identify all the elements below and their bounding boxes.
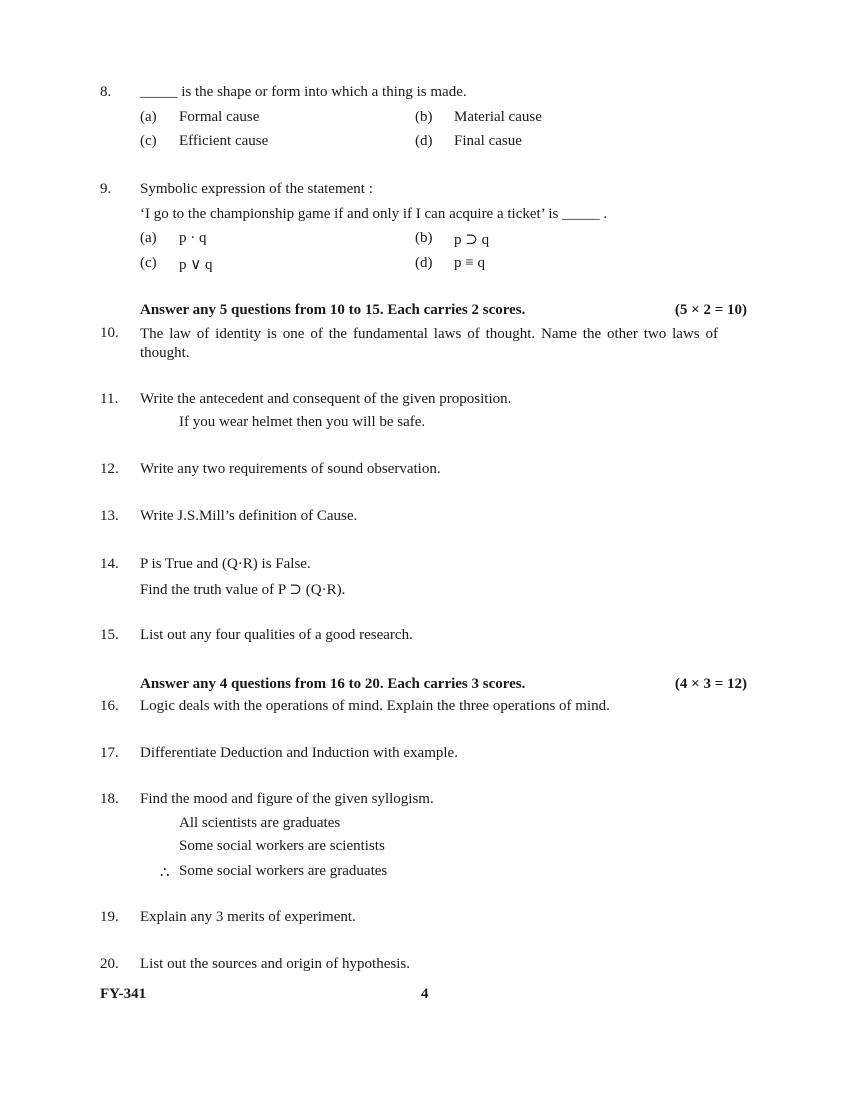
question-text: Symbolic expression of the statement :: [140, 181, 373, 197]
question-text: The law of identity is one of the fundamental laws of thought. Name the other two laws of thought.: [140, 326, 718, 361]
question-number: 9.: [100, 181, 112, 197]
question-statement: ‘I go to the championship game if and only if I can acquire a ticket’ is _____ .: [140, 206, 608, 222]
option-label: (d): [415, 133, 433, 149]
question-text: Explain any 3 merits of experiment.: [140, 909, 356, 925]
section-marks: (4 × 3 = 12): [674, 676, 747, 692]
syllogism-conclusion: Some social workers are graduates: [179, 863, 388, 879]
option-label: (a): [140, 230, 157, 246]
question-number: 15.: [100, 627, 119, 643]
option-text: Formal cause: [179, 109, 260, 125]
question-number: 16.: [100, 698, 119, 714]
question-text: Differentiate Deduction and Induction with example.: [140, 745, 458, 761]
question-number: 20.: [100, 956, 119, 972]
question-text: List out any four qualities of a good research.: [140, 627, 413, 643]
question-number: 14.: [100, 556, 119, 572]
syllogism-premise-2: Some social workers are scientists: [179, 838, 385, 854]
question-number: 17.: [100, 745, 119, 761]
section-instruction: Answer any 5 questions from 10 to 15. Each carries 2 scores.: [140, 302, 526, 318]
option-text: Material cause: [454, 109, 542, 125]
proposition: If you wear helmet then you will be safe.: [179, 414, 426, 430]
question-number: 19.: [100, 909, 119, 925]
question-text: Write any two requirements of sound observation.: [140, 461, 441, 477]
question-text-line2: Find the truth value of P ⊃ (Q·R).: [140, 582, 346, 598]
question-text: Write J.S.Mill’s definition of Cause.: [140, 508, 358, 524]
option-text: Efficient cause: [179, 133, 269, 149]
option-text: p ∨ q: [179, 257, 213, 273]
question-text: P is True and (Q·R) is False.: [140, 556, 311, 572]
option-text: p · q: [179, 230, 207, 246]
option-label: (b): [415, 109, 433, 125]
question-number: 13.: [100, 508, 119, 524]
question-number: 11.: [100, 391, 119, 407]
option-label: (c): [140, 255, 157, 271]
option-text: Final casue: [454, 133, 522, 149]
question-text: _____ is the shape or form into which a thing is made.: [140, 84, 467, 100]
question-text: List out the sources and origin of hypothesis.: [140, 956, 410, 972]
section-marks: (5 × 2 = 10): [674, 302, 747, 318]
syllogism-premise-1: All scientists are graduates: [179, 815, 341, 831]
question-number: 8.: [100, 84, 112, 100]
option-label: (a): [140, 109, 157, 125]
option-text: p ⊃ q: [454, 232, 490, 248]
option-label: (d): [415, 255, 433, 271]
question-text: Logic deals with the operations of mind. Explain the three operations of mind.: [140, 698, 610, 714]
page-number: 4: [421, 986, 429, 1002]
therefore-icon: ∴: [160, 865, 170, 881]
section-instruction: Answer any 4 questions from 16 to 20. Each carries 3 scores.: [140, 676, 526, 692]
question-number: 18.: [100, 791, 119, 807]
paper-code: FY-341: [100, 986, 147, 1002]
option-label: (c): [140, 133, 157, 149]
option-text: p ≡ q: [454, 255, 485, 271]
option-label: (b): [415, 230, 433, 246]
question-text: Find the mood and figure of the given syllogism.: [140, 791, 434, 807]
question-text: Write the antecedent and consequent of the given proposition.: [140, 391, 512, 407]
question-number: 10.: [100, 325, 119, 341]
question-number: 12.: [100, 461, 119, 477]
